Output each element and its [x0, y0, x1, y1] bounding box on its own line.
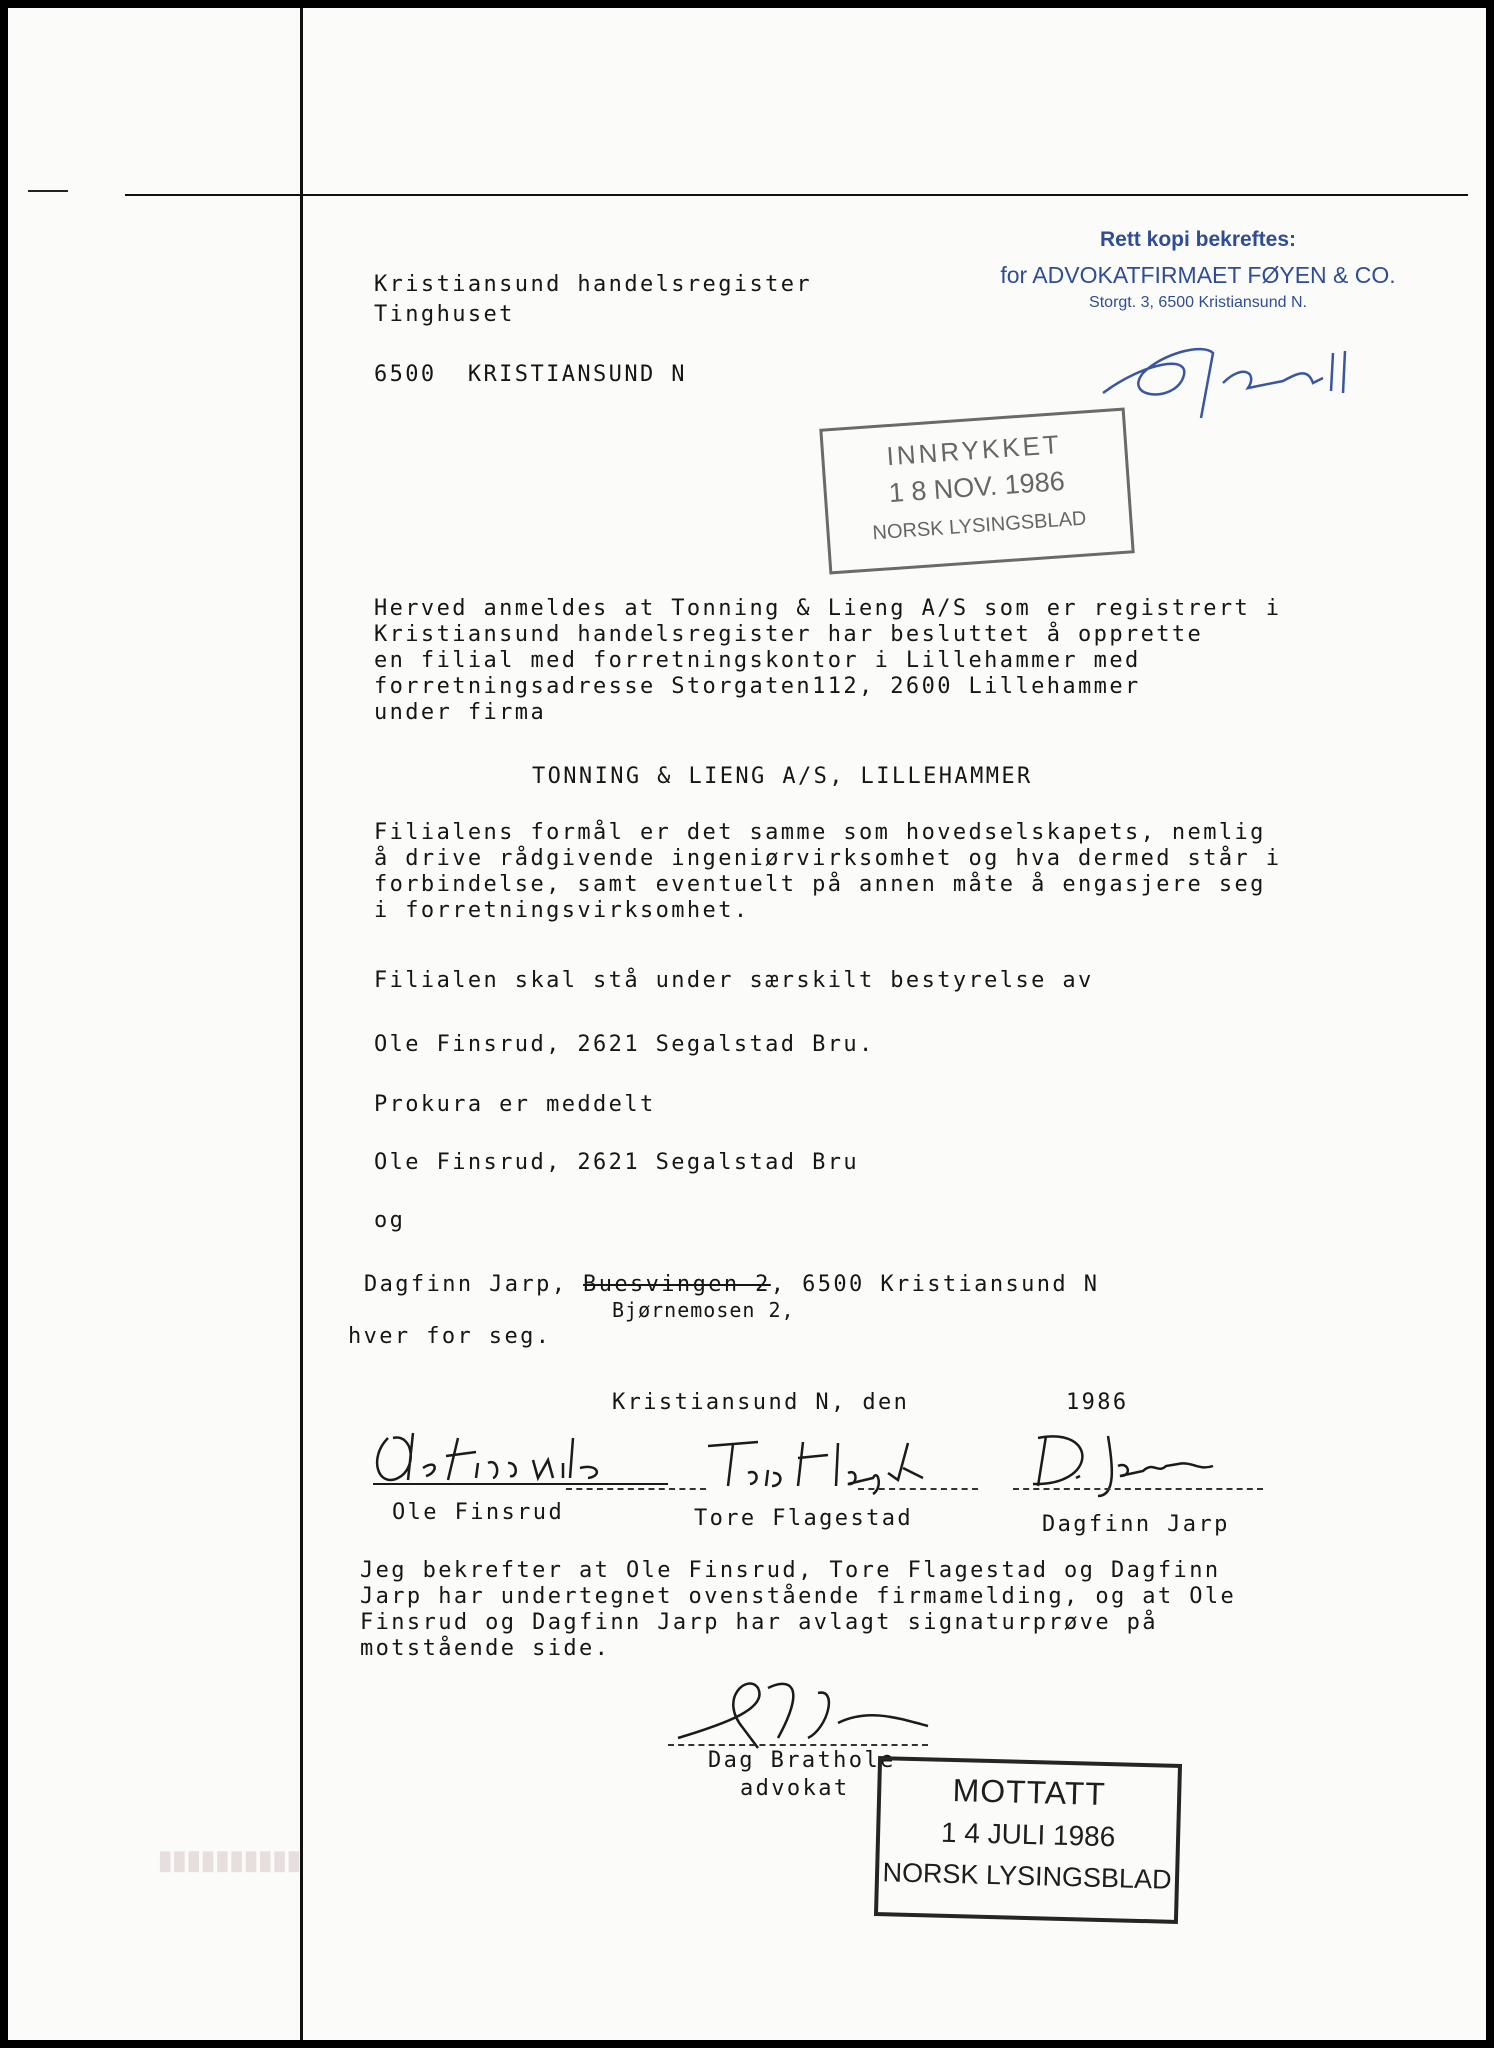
body-line: i forretningsvirksomhet. [374, 898, 750, 923]
mottatt-stamp [874, 1756, 1182, 1924]
conjunction: og [374, 1208, 406, 1233]
certify-signature [1083, 323, 1383, 433]
procura-intro: Prokura er meddelt [374, 1092, 656, 1117]
document-page [8, 8, 1486, 2040]
signing-year: 1986 [1066, 1390, 1129, 1415]
signatory-name-1: Ole Finsrud [392, 1500, 565, 1525]
bleed-through-mark: ▮▮▮▮▮▮▮▮▮▮ [158, 1849, 302, 1879]
place-date: Kristiansund N, den [612, 1390, 910, 1415]
margin-vertical-rule [300, 8, 303, 2040]
procura-holder-1: Ole Finsrud, 2621 Segalstad Bru [374, 1150, 859, 1175]
body-line: Herved anmeldes at Tonning & Lieng A/S som er registrert i [374, 596, 1282, 621]
innrykket-stamp-title: INNRYKKET [885, 429, 1063, 472]
body-line: Filialens formål er det samme som hovedselskapets, nemlig [374, 820, 1266, 845]
certify-stamp-title: Rett kopi bekreftes: [1099, 228, 1297, 251]
address-line-3: 6500 KRISTIANSUND N [374, 362, 687, 387]
confirmation-line: motstående side. [360, 1636, 611, 1661]
body-line: under firma [374, 700, 547, 725]
signature-dagfinn-jarp [1018, 1416, 1238, 1506]
innrykket-stamp-date: 1 8 NOV. 1986 [887, 465, 1066, 509]
body-line: å drive rådgivende ingeniørvirksomhet og hva dermed står i [374, 846, 1282, 871]
procura-holder-2-rest: , 6500 Kristiansund N [770, 1272, 1100, 1297]
body-line: forretningsadresse Storgaten112, 2600 Lillehammer [374, 674, 1141, 699]
signatory-name-2: Tore Flagestad [694, 1506, 914, 1531]
struck-address: Buesvingen 2 [583, 1272, 771, 1297]
address-correction: Bjørnemosen 2, [612, 1298, 795, 1322]
innrykket-stamp [819, 408, 1134, 575]
signature-line-2 [858, 1488, 978, 1490]
procura-holder-2 [364, 1272, 1099, 1297]
header-horizontal-rule [125, 194, 1468, 196]
body-line: Kristiansund handelsregister har besluttet å opprette [374, 622, 1204, 647]
procura-holder-2-name: Dagfinn Jarp, [364, 1272, 584, 1297]
signature-line-3 [1013, 1488, 1263, 1490]
board-intro: Filialen skal stå under særskilt bestyrelse av [374, 968, 1094, 993]
lawyer-signature-line [668, 1744, 928, 1746]
confirmation-line: Jeg bekrefter at Ole Finsrud, Tore Flagestad og Dagfinn [360, 1558, 1221, 1583]
certify-stamp-firm: for ADVOKATFIRMAET FØYEN & CO. [1000, 262, 1396, 288]
lawyer-name: Dag Brathole [708, 1748, 896, 1773]
mottatt-stamp-date: 1 4 JULI 1986 [940, 1816, 1116, 1853]
certify-stamp-address: Storgt. 3, 6500 Kristiansund N. [1089, 294, 1307, 311]
body-line: forbindelse, samt eventuelt på annen måte å engasjere seg [374, 872, 1266, 897]
address-line-2: Tinghuset [374, 302, 515, 327]
signature-line-1 [566, 1488, 706, 1490]
edge-mark [28, 190, 68, 192]
branch-firm-name: TONNING & LIENG A/S, LILLEHAMMER [532, 764, 1033, 789]
mottatt-stamp-title: MOTTATT [952, 1772, 1107, 1813]
board-member: Ole Finsrud, 2621 Segalstad Bru. [374, 1032, 875, 1057]
signatory-name-3: Dagfinn Jarp [1042, 1512, 1230, 1537]
confirmation-line: Jarp har undertegnet ovenstående firmamelding, og at Ole [360, 1584, 1237, 1609]
body-line: en filial med forretningskontor i Lillehammer med [374, 648, 1141, 673]
confirmation-line: Finsrud og Dagfinn Jarp har avlagt signaturprøve på [360, 1610, 1158, 1635]
signature-ole-finsrud [368, 1418, 678, 1498]
lawyer-title: advokat [740, 1776, 850, 1801]
mottatt-stamp-org: NORSK LYSINGSBLAD [882, 1857, 1172, 1895]
address-line-1: Kristiansund handelsregister [374, 272, 813, 297]
each-separately: hver for seg. [348, 1324, 552, 1349]
innrykket-stamp-org: NORSK LYSINGSBLAD [871, 507, 1088, 545]
